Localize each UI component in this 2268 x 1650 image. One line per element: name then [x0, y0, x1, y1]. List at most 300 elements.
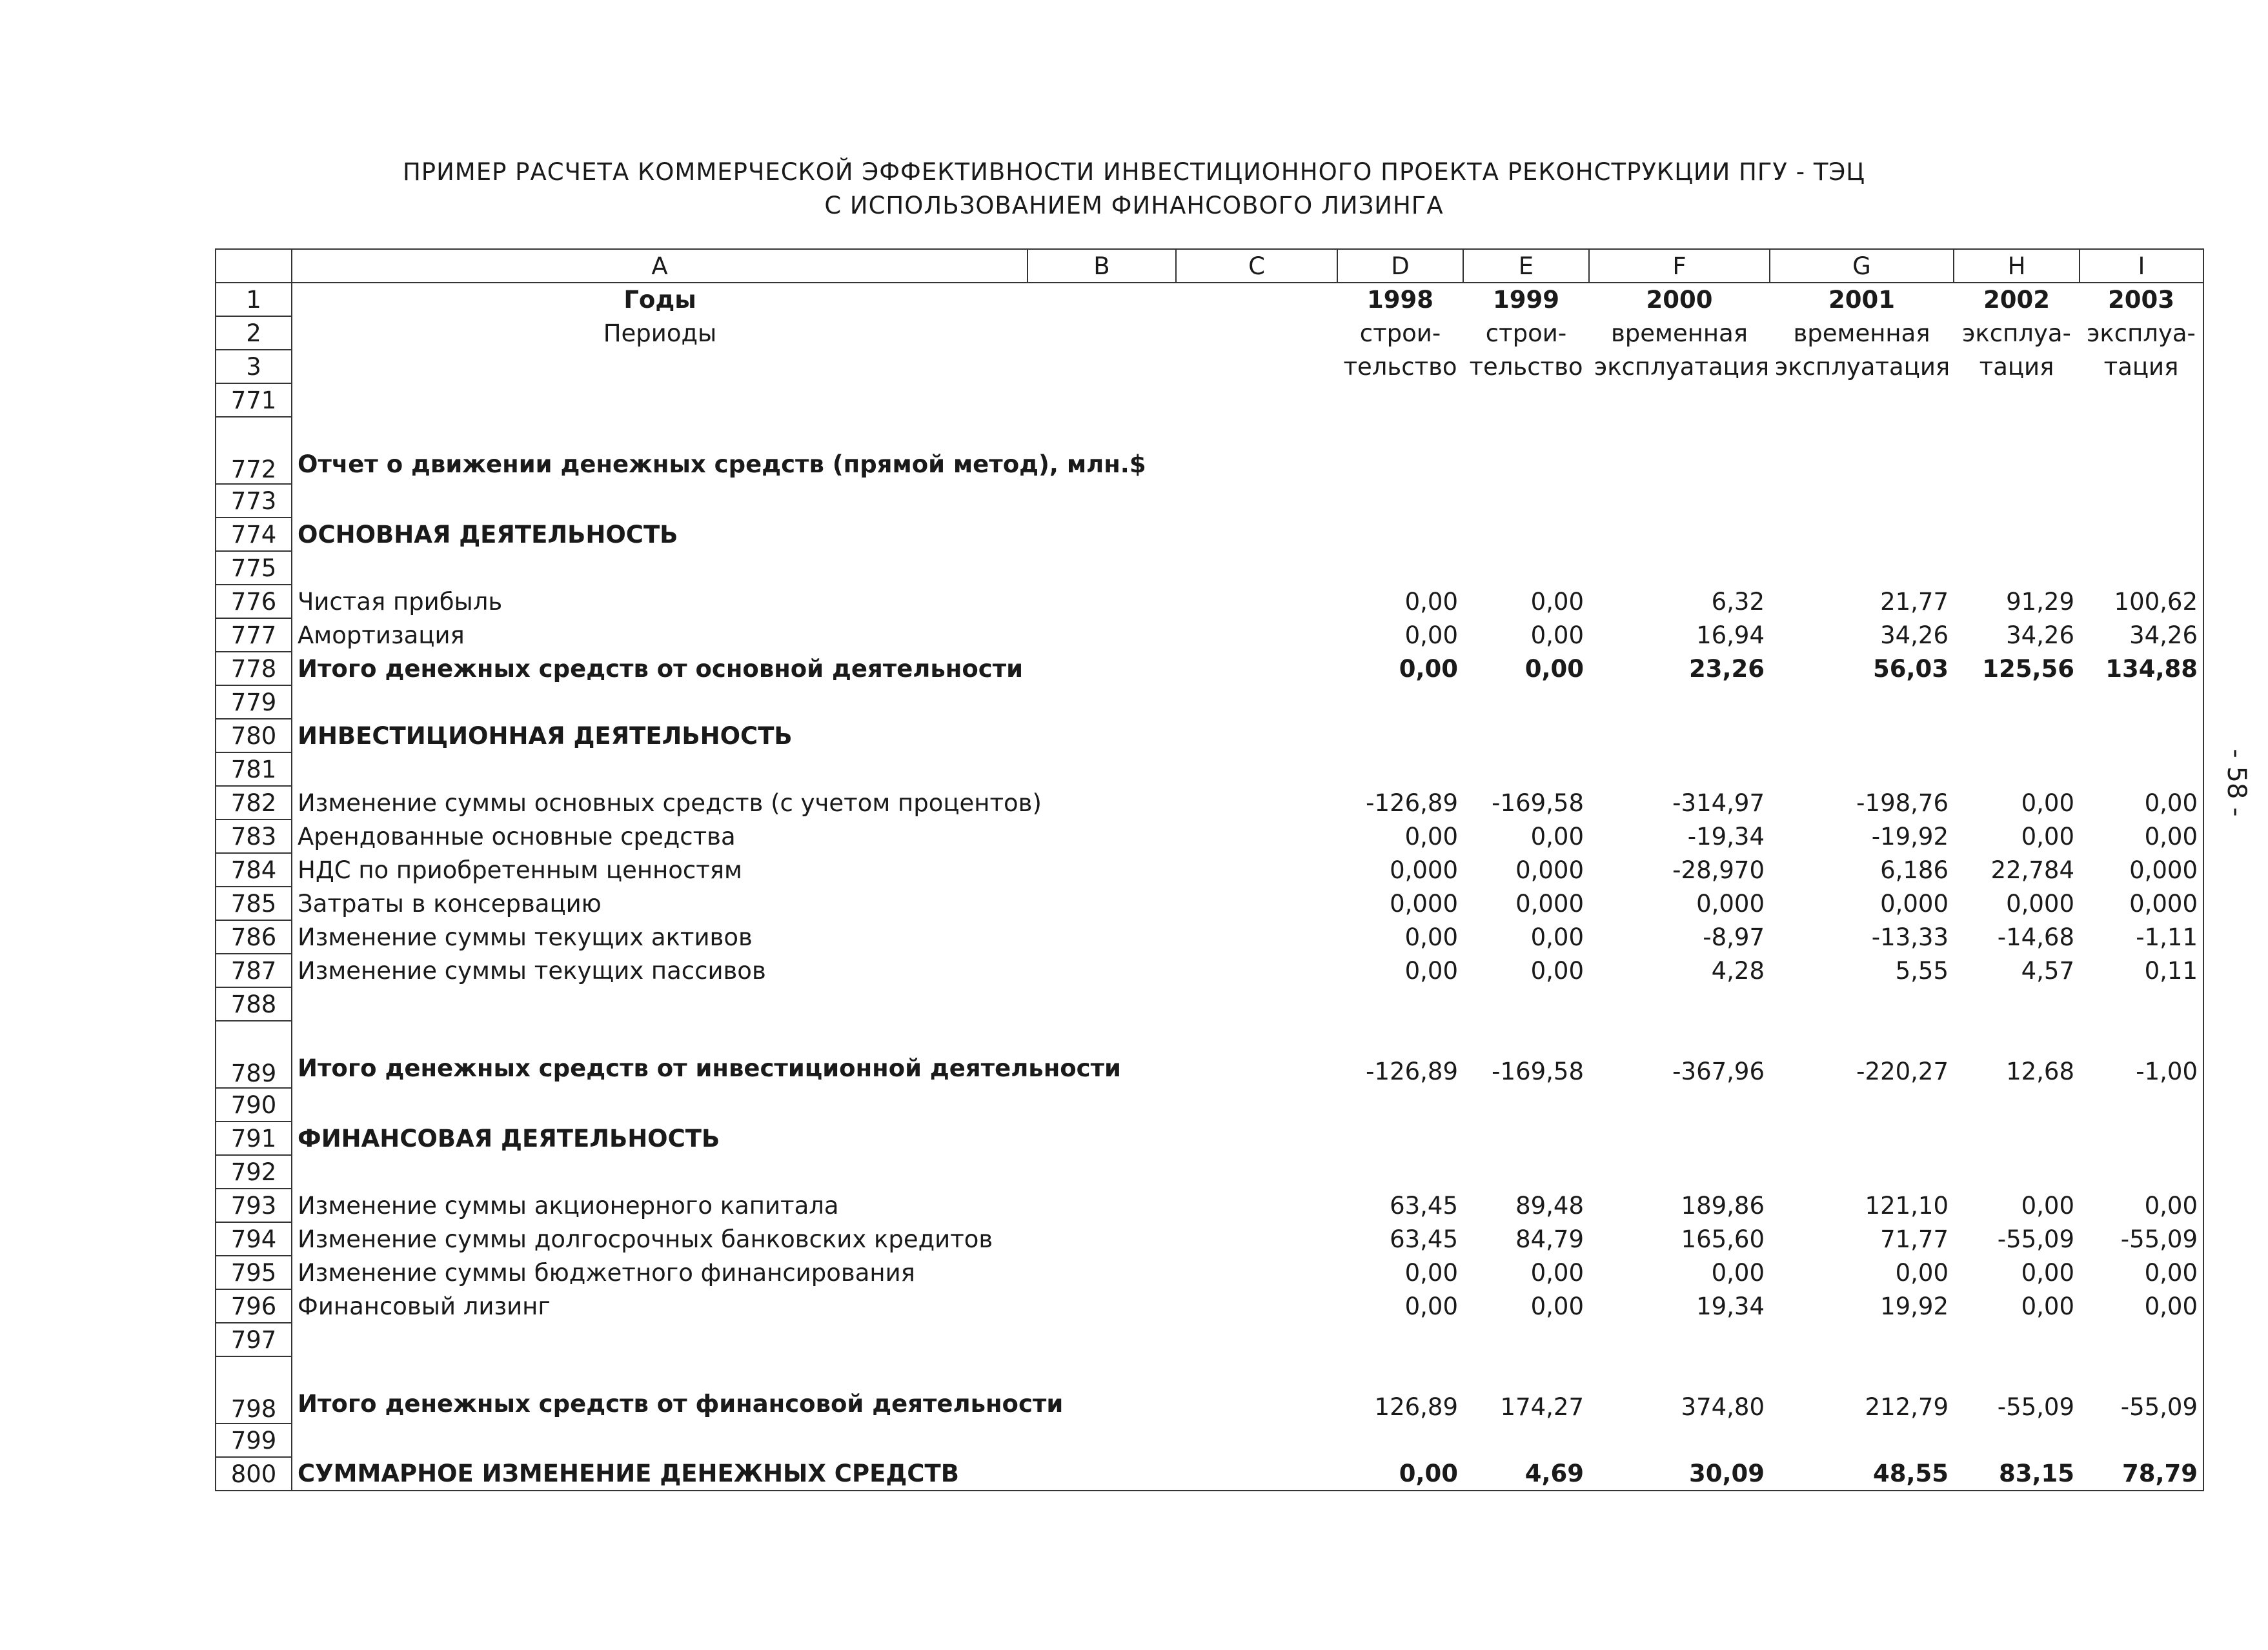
row-number: 786	[216, 920, 292, 954]
table-row	[216, 518, 2203, 551]
year-cell: 1999	[1493, 286, 1559, 314]
value-cell: 134,88	[2080, 652, 2203, 685]
value-cell: 0,000	[1880, 889, 1949, 918]
row-number: 788	[216, 987, 292, 1021]
row-number: 782	[216, 786, 292, 820]
value-cell: 0,000	[1696, 889, 1765, 918]
value-cell	[1337, 987, 1463, 1021]
table-row	[216, 1289, 2203, 1323]
period-cell: строи-	[1359, 319, 1441, 347]
table-row	[216, 1021, 2203, 1088]
value-cell	[1589, 987, 1770, 1021]
row-number: 773	[216, 484, 292, 518]
table-row	[216, 652, 2203, 685]
value-cell	[1463, 1323, 1589, 1356]
row-label	[292, 752, 1337, 786]
value-cell	[2080, 1122, 2203, 1155]
value-cell: 0,00	[2080, 786, 2203, 820]
year-cell: 2002	[1983, 286, 2050, 314]
value-cell: 0,00	[1530, 1292, 1584, 1320]
row-number: 796	[216, 1289, 292, 1323]
period-cell: тация	[1979, 352, 2054, 381]
value-cell	[1337, 1122, 1463, 1155]
value-cell	[1463, 1122, 1589, 1155]
table-row	[216, 685, 2203, 719]
value-cell	[1770, 1122, 1954, 1155]
row-label: Изменение суммы долгосрочных банковских кредитов	[292, 1222, 1337, 1256]
value-cell: 0,11	[2080, 954, 2203, 987]
header-row-years	[216, 283, 2203, 316]
value-cell: 0,00	[2080, 820, 2203, 853]
value-cell: 21,77	[1880, 587, 1949, 616]
row-number: 797	[216, 1323, 292, 1356]
row-number: 780	[216, 719, 292, 752]
value-cell: 100,62	[2080, 585, 2203, 618]
value-cell: 125,56	[1982, 654, 2074, 683]
value-cell	[2080, 987, 2203, 1021]
period-cell: эксплуа-	[2080, 316, 2203, 350]
value-cell	[1589, 383, 1770, 417]
value-cell	[1770, 518, 1954, 551]
value-cell: -14,68	[1997, 923, 2074, 951]
value-cell: 19,92	[1880, 1292, 1949, 1320]
value-cell	[1589, 417, 1770, 484]
period-cell: тация	[2080, 350, 2203, 383]
table-row	[216, 719, 2203, 752]
value-cell: -28,970	[1672, 856, 1765, 884]
value-cell	[1589, 1155, 1770, 1189]
row-number: 3	[216, 350, 292, 383]
value-cell	[1954, 1323, 2080, 1356]
value-cell	[1337, 1424, 1463, 1457]
value-cell: 174,27	[1500, 1393, 1584, 1421]
value-cell	[1589, 484, 1770, 518]
value-cell	[1463, 551, 1589, 585]
value-cell: -13,33	[1871, 923, 1949, 951]
value-cell: 165,60	[1681, 1225, 1765, 1253]
column-header-c: C	[1176, 249, 1337, 283]
row-label: Изменение суммы акционерного капитала	[292, 1189, 1337, 1222]
row-number: 785	[216, 887, 292, 920]
row-number: 771	[216, 383, 292, 417]
row-label: Изменение суммы бюджетного финансирования	[292, 1256, 1337, 1289]
row-number: 776	[216, 585, 292, 618]
value-cell	[1770, 484, 1954, 518]
value-cell: 0,00	[2021, 1292, 2074, 1320]
row-label: Чистая прибыль	[292, 585, 1337, 618]
value-cell: 0,00	[1404, 956, 1458, 985]
row-number: 790	[216, 1088, 292, 1122]
document-title-line1: ПРИМЕР РАСЧЕТА КОММЕРЧЕСКОЙ ЭФФЕКТИВНОСТИ ИНВЕСТИЦИОННОГО ПРОЕКТА РЕКОНСТРУКЦИИ ПГУ - ТЭЦ	[402, 158, 1866, 186]
value-cell	[1770, 752, 1954, 786]
value-cell: 83,15	[1954, 1457, 2080, 1491]
row-label	[292, 484, 1337, 518]
value-cell: -198,76	[1856, 789, 1949, 817]
value-cell	[1954, 518, 2080, 551]
row-number: 799	[216, 1424, 292, 1457]
value-cell: 91,29	[2006, 587, 2074, 616]
column-header-g: G	[1770, 249, 1954, 283]
value-cell: 0,000	[2080, 853, 2203, 887]
table-row	[216, 1323, 2203, 1356]
value-cell	[1770, 383, 1954, 417]
value-cell	[1954, 752, 2080, 786]
value-cell	[1770, 719, 1954, 752]
value-cell	[1954, 719, 2080, 752]
value-cell: -169,58	[1492, 789, 1584, 817]
row-label: Финансовый лизинг	[292, 1289, 1337, 1323]
period-cell: временная	[1610, 319, 1748, 347]
value-cell	[1589, 1122, 1770, 1155]
table-row	[216, 1088, 2203, 1122]
value-cell: 0,00	[1530, 587, 1584, 616]
row-label: Амортизация	[292, 618, 1337, 652]
value-cell: -314,97	[1672, 789, 1765, 817]
periods-label: Периоды	[292, 316, 1028, 350]
table-row	[216, 1189, 2203, 1222]
value-cell: 34,26	[2006, 621, 2074, 649]
value-cell	[1337, 1323, 1463, 1356]
period-cell: эксплуатация	[1594, 352, 1770, 381]
value-cell	[1337, 719, 1463, 752]
table-row	[216, 1122, 2203, 1155]
value-cell	[1337, 1088, 1463, 1122]
value-cell	[1954, 551, 2080, 585]
value-cell	[1954, 1122, 2080, 1155]
value-cell: 0,00	[2021, 1258, 2074, 1287]
cash-flow-table	[215, 248, 2204, 1491]
table-row	[216, 1155, 2203, 1189]
value-cell: 0,00	[1404, 923, 1458, 951]
column-header-i: I	[2080, 249, 2203, 283]
value-cell: 121,10	[1865, 1191, 1949, 1220]
value-cell: 0,00	[1530, 1258, 1584, 1287]
value-cell	[1463, 987, 1589, 1021]
value-cell	[1337, 383, 1463, 417]
value-cell: 84,79	[1515, 1225, 1584, 1253]
value-cell	[2080, 383, 2203, 417]
row-label: Изменение суммы текущих пассивов	[292, 954, 1337, 987]
row-number: 791	[216, 1122, 292, 1155]
year-cell: 2003	[2080, 283, 2203, 316]
column-header-h: H	[1954, 249, 2080, 283]
period-cell: временная	[1793, 319, 1930, 347]
row-label: Арендованные основные средства	[292, 820, 1337, 853]
value-cell: 189,86	[1681, 1191, 1765, 1220]
value-cell: 30,09	[1589, 1457, 1770, 1491]
value-cell	[2080, 685, 2203, 719]
row-number: 792	[216, 1155, 292, 1189]
row-label: ИНВЕСТИЦИОННАЯ ДЕЯТЕЛЬНОСТЬ	[292, 719, 1337, 752]
value-cell: 78,79	[2080, 1457, 2203, 1491]
value-cell: 126,89	[1374, 1393, 1458, 1421]
value-cell	[1463, 417, 1589, 484]
value-cell	[1337, 1155, 1463, 1189]
value-cell	[2080, 417, 2203, 484]
value-cell: -55,09	[2080, 1356, 2203, 1424]
value-cell	[1589, 518, 1770, 551]
row-number: 789	[216, 1021, 292, 1088]
column-header-f: F	[1589, 249, 1770, 283]
value-cell	[1463, 1155, 1589, 1189]
value-cell: -169,58	[1492, 1058, 1584, 1085]
value-cell: 0,00	[1530, 923, 1584, 951]
value-cell	[1463, 719, 1589, 752]
row-number: 800	[216, 1457, 292, 1491]
value-cell: 374,80	[1681, 1393, 1765, 1421]
value-cell: 34,26	[1880, 621, 1949, 649]
value-cell: 0,00	[1404, 822, 1458, 850]
value-cell	[1770, 551, 1954, 585]
value-cell	[1337, 417, 1463, 484]
row-label: Итого денежных средств от основной деятельности	[292, 652, 1337, 685]
table-row	[216, 551, 2203, 585]
table-row	[216, 752, 2203, 786]
row-label: Изменение суммы основных средств (с учетом процентов)	[292, 786, 1337, 820]
row-label: Изменение суммы текущих активов	[292, 920, 1337, 954]
value-cell: 0,000	[1515, 889, 1584, 918]
value-cell	[1954, 383, 2080, 417]
table-row	[216, 987, 2203, 1021]
period-cell: эксплуа-	[1962, 319, 2071, 347]
value-cell: 0,000	[1390, 856, 1458, 884]
value-cell	[1770, 1323, 1954, 1356]
value-cell: 89,48	[1515, 1191, 1584, 1220]
table-row	[216, 484, 2203, 518]
period-cell: тельство	[1469, 352, 1583, 381]
value-cell: -55,09	[2080, 1222, 2203, 1256]
value-cell: 0,00	[1399, 654, 1458, 683]
value-cell	[1463, 484, 1589, 518]
value-cell	[1954, 685, 2080, 719]
value-cell	[1954, 1424, 2080, 1457]
value-cell: 19,34	[1696, 1292, 1765, 1320]
row-number: 779	[216, 685, 292, 719]
value-cell: 0,00	[1530, 621, 1584, 649]
value-cell	[1589, 1088, 1770, 1122]
year-cell: 1998	[1367, 286, 1433, 314]
value-cell: 63,45	[1390, 1225, 1458, 1253]
value-cell: -367,96	[1672, 1058, 1765, 1085]
value-cell: 22,784	[1990, 856, 2074, 884]
value-cell	[2080, 1088, 2203, 1122]
value-cell	[1770, 987, 1954, 1021]
row-number: 1	[216, 283, 292, 316]
value-cell	[1954, 987, 2080, 1021]
value-cell: -126,89	[1366, 1058, 1458, 1085]
row-number: 794	[216, 1222, 292, 1256]
row-label: ФИНАНСОВАЯ ДЕЯТЕЛЬНОСТЬ	[292, 1122, 1337, 1155]
row-number: 787	[216, 954, 292, 987]
row-label	[292, 1088, 1337, 1122]
table-row	[216, 585, 2203, 618]
value-cell	[1589, 752, 1770, 786]
value-cell: 0,000	[1515, 856, 1584, 884]
column-header-d: D	[1337, 249, 1463, 283]
value-cell: 0,00	[1404, 1258, 1458, 1287]
value-cell	[1589, 719, 1770, 752]
table-row	[216, 417, 2203, 484]
column-header-b: B	[1028, 249, 1176, 283]
value-cell: -19,34	[1687, 822, 1765, 850]
row-number: 772	[216, 417, 292, 484]
row-number: 2	[216, 316, 292, 350]
value-cell: 0,00	[2021, 822, 2074, 850]
value-cell	[1463, 383, 1589, 417]
row-number: 793	[216, 1189, 292, 1222]
value-cell: 4,69	[1463, 1457, 1589, 1491]
value-cell	[1770, 1088, 1954, 1122]
table-row	[216, 920, 2203, 954]
row-label	[292, 1155, 1337, 1189]
value-cell: 0,00	[1524, 654, 1584, 683]
table-row	[216, 1424, 2203, 1457]
row-label: Итого денежных средств от финансовой деятельности	[292, 1356, 1337, 1424]
row-label: СУММАРНОЕ ИЗМЕНЕНИЕ ДЕНЕЖНЫХ СРЕДСТВ	[292, 1457, 1337, 1491]
value-cell	[1770, 1424, 1954, 1457]
value-cell: 56,03	[1872, 654, 1949, 683]
value-cell	[1337, 551, 1463, 585]
value-cell: 0,00	[1404, 1292, 1458, 1320]
period-cell: строи-	[1485, 319, 1567, 347]
value-cell	[1337, 518, 1463, 551]
row-number: 774	[216, 518, 292, 551]
row-number: 775	[216, 551, 292, 585]
value-cell	[1954, 417, 2080, 484]
row-label: Отчет о движении денежных средств (прямой метод), млн.$	[292, 417, 1337, 484]
value-cell: 12,68	[2006, 1058, 2074, 1085]
table-row	[216, 820, 2203, 853]
value-cell: -1,00	[2080, 1021, 2203, 1088]
value-cell: 0,00	[1530, 822, 1584, 850]
value-cell: 0,00	[2080, 1189, 2203, 1222]
row-label	[292, 1323, 1337, 1356]
value-cell: 5,55	[1895, 956, 1949, 985]
value-cell	[1589, 551, 1770, 585]
row-number: 795	[216, 1256, 292, 1289]
table-row	[216, 887, 2203, 920]
value-cell	[1589, 1323, 1770, 1356]
value-cell	[1463, 518, 1589, 551]
value-cell: -220,27	[1856, 1058, 1949, 1085]
row-label: Итого денежных средств от инвестиционной деятельности	[292, 1021, 1337, 1088]
value-cell	[1770, 417, 1954, 484]
value-cell: 0,000	[1390, 889, 1458, 918]
period-cell: тельство	[1343, 352, 1457, 381]
value-cell	[1463, 685, 1589, 719]
value-cell	[2080, 551, 2203, 585]
row-label: ОСНОВНАЯ ДЕЯТЕЛЬНОСТЬ	[292, 518, 1337, 551]
value-cell: 4,57	[2021, 956, 2074, 985]
document-title-line2: С ИСПОЛЬЗОВАНИЕМ ФИНАНСОВОГО ЛИЗИНГА	[824, 192, 1444, 219]
column-header-row	[216, 249, 2203, 283]
row-number: 784	[216, 853, 292, 887]
value-cell	[2080, 752, 2203, 786]
row-number: 798	[216, 1356, 292, 1424]
value-cell	[1770, 685, 1954, 719]
row-number: 778	[216, 652, 292, 685]
value-cell: 0,00	[2021, 789, 2074, 817]
corner-cell	[216, 249, 292, 283]
value-cell: 0,00	[1530, 956, 1584, 985]
value-cell	[1589, 1424, 1770, 1457]
value-cell: -55,09	[1997, 1393, 2074, 1421]
value-cell	[1954, 1155, 2080, 1189]
value-cell: -19,92	[1871, 822, 1949, 850]
value-cell	[1954, 1088, 2080, 1122]
row-label	[292, 551, 1337, 585]
table-row	[216, 1356, 2203, 1424]
value-cell	[1337, 752, 1463, 786]
value-cell: 0,00	[2080, 1256, 2203, 1289]
value-cell: 0,00	[2021, 1191, 2074, 1220]
value-cell	[1463, 752, 1589, 786]
year-cell: 2000	[1646, 286, 1713, 314]
value-cell	[1589, 685, 1770, 719]
value-cell	[1463, 1424, 1589, 1457]
year-cell: 2001	[1828, 286, 1895, 314]
value-cell: -8,97	[1703, 923, 1765, 951]
row-label: Затраты в консервацию	[292, 887, 1337, 920]
value-cell: 0,00	[2080, 1289, 2203, 1323]
value-cell: 4,28	[1711, 956, 1765, 985]
header-row-periods-2	[216, 350, 2203, 383]
value-cell: 63,45	[1390, 1191, 1458, 1220]
table-row	[216, 1222, 2203, 1256]
value-cell	[2080, 518, 2203, 551]
value-cell: 16,94	[1696, 621, 1765, 649]
value-cell: 0,000	[2006, 889, 2074, 918]
value-cell	[1954, 484, 2080, 518]
value-cell: 48,55	[1770, 1457, 1954, 1491]
value-cell: -55,09	[1997, 1225, 2074, 1253]
value-cell: 0,000	[2080, 887, 2203, 920]
value-cell: -1,11	[2080, 920, 2203, 954]
years-label: Годы	[292, 283, 1028, 316]
table-row	[216, 786, 2203, 820]
value-cell: 34,26	[2080, 618, 2203, 652]
table-row	[216, 954, 2203, 987]
row-number: 781	[216, 752, 292, 786]
table-row	[216, 853, 2203, 887]
table-row	[216, 618, 2203, 652]
value-cell: 6,186	[1880, 856, 1949, 884]
value-cell	[2080, 719, 2203, 752]
value-cell: 6,32	[1711, 587, 1765, 616]
value-cell: 71,77	[1880, 1225, 1949, 1253]
value-cell	[2080, 1424, 2203, 1457]
value-cell	[1463, 1088, 1589, 1122]
row-number: 777	[216, 618, 292, 652]
table-row	[216, 1457, 2203, 1491]
table-row	[216, 1256, 2203, 1289]
row-label	[292, 685, 1337, 719]
row-label	[292, 987, 1337, 1021]
column-header-e: E	[1463, 249, 1589, 283]
value-cell: 0,00	[1711, 1258, 1765, 1287]
header-row-periods-1	[216, 316, 2203, 350]
value-cell	[1770, 1155, 1954, 1189]
table-row	[216, 383, 2203, 417]
value-cell: 212,79	[1865, 1393, 1949, 1421]
column-header-a: A	[292, 249, 1028, 283]
page-number: - 58 -	[2222, 749, 2251, 817]
period-cell: эксплуатация	[1775, 352, 1950, 381]
value-cell: 0,00	[1337, 1457, 1463, 1491]
value-cell	[2080, 1323, 2203, 1356]
value-cell	[2080, 1155, 2203, 1189]
row-label	[292, 383, 1337, 417]
